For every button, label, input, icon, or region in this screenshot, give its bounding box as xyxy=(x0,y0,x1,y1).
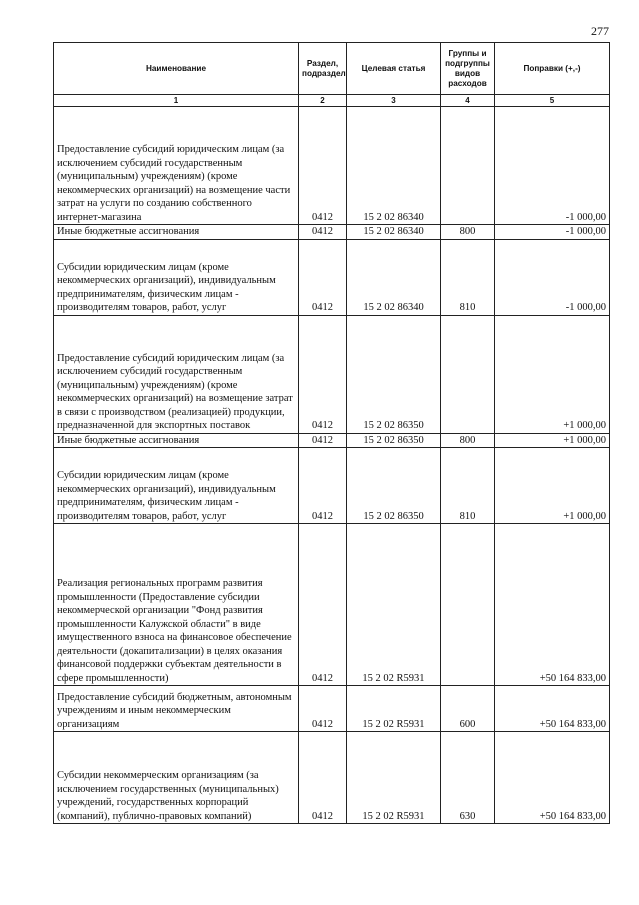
row-section: 0412 xyxy=(299,225,347,240)
row-name: Иные бюджетные ассигнования xyxy=(54,433,299,448)
row-target: 15 2 02 R5931 xyxy=(347,686,441,732)
table-row xyxy=(54,732,610,824)
row-name: Субсидии юридическим лицам (кроме некоммерческих организаций), индивидуальным предпринимателям, физическим лицам - производителям товаров, работ, услуг xyxy=(54,448,299,524)
column-number-5: 5 xyxy=(495,95,610,107)
table-row xyxy=(54,524,610,686)
row-target: 15 2 02 R5931 xyxy=(347,732,441,824)
column-number-row xyxy=(54,95,610,107)
row-target: 15 2 02 86340 xyxy=(347,107,441,225)
column-number-2: 2 xyxy=(299,95,347,107)
table-row xyxy=(54,433,610,448)
header-row xyxy=(54,43,610,95)
row-target: 15 2 02 86350 xyxy=(347,315,441,433)
header-section: Раздел, подраздел xyxy=(299,43,347,95)
header-amendments: Поправки (+,-) xyxy=(495,43,610,95)
row-name: Субсидии некоммерческим организациям (за исключением государственных (муниципальных) учреждений, государственных корпораций (компаний), публично-правовых компаний) xyxy=(54,732,299,824)
row-section: 0412 xyxy=(299,107,347,225)
row-section: 0412 xyxy=(299,732,347,824)
table-row xyxy=(54,448,610,524)
row-amount: +1 000,00 xyxy=(495,315,610,433)
row-name: Реализация региональных программ развития промышленности (Предоставление субсидии некоммерческой организации "Фонд развития промышленности Калужской области" в виде имущественного взноса на финансовое обеспечение деятельности (докапитализации) в целях оказания финансовой поддержки субъектам деятельности в сфере промышленности) xyxy=(54,524,299,686)
row-section: 0412 xyxy=(299,433,347,448)
budget-amendments-table xyxy=(53,42,610,824)
row-group: 600 xyxy=(441,686,495,732)
row-section: 0412 xyxy=(299,524,347,686)
column-number-4: 4 xyxy=(441,95,495,107)
row-target: 15 2 02 R5931 xyxy=(347,524,441,686)
row-name: Субсидии юридическим лицам (кроме некоммерческих организаций), индивидуальным предпринимателям, физическим лицам - производителям товаров, работ, услуг xyxy=(54,239,299,315)
row-name: Предоставление субсидий бюджетным, автономным учреждениям и иным некоммерческим организациям xyxy=(54,686,299,732)
row-group: 810 xyxy=(441,239,495,315)
header-name: Наименование xyxy=(54,43,299,95)
row-group: 800 xyxy=(441,225,495,240)
row-group xyxy=(441,107,495,225)
row-amount: +1 000,00 xyxy=(495,433,610,448)
row-group: 630 xyxy=(441,732,495,824)
header-target: Целевая статья xyxy=(347,43,441,95)
column-number-1: 1 xyxy=(54,95,299,107)
row-amount: +50 164 833,00 xyxy=(495,524,610,686)
row-group: 800 xyxy=(441,433,495,448)
row-group xyxy=(441,315,495,433)
row-section: 0412 xyxy=(299,448,347,524)
row-name: Предоставление субсидий юридическим лицам (за исключением субсидий государственным (муниципальным) учреждениям) (кроме некоммерческих организаций) на возмещение затрат в связи с производством (реализацией) продукции, предназначенной для экспортных поставок xyxy=(54,315,299,433)
row-amount: -1 000,00 xyxy=(495,239,610,315)
column-number-3: 3 xyxy=(347,95,441,107)
page-number: 277 xyxy=(591,24,609,38)
row-section: 0412 xyxy=(299,239,347,315)
table-row xyxy=(54,239,610,315)
row-target: 15 2 02 86340 xyxy=(347,239,441,315)
row-name: Иные бюджетные ассигнования xyxy=(54,225,299,240)
row-group xyxy=(441,524,495,686)
row-name: Предоставление субсидий юридическим лицам (за исключением субсидий государственным (муниципальным) учреждениям) (кроме некоммерческих организаций) на возмещение части затрат на услуги по созданию собственного интернет-магазина xyxy=(54,107,299,225)
row-amount: +50 164 833,00 xyxy=(495,686,610,732)
row-group: 810 xyxy=(441,448,495,524)
row-target: 15 2 02 86350 xyxy=(347,433,441,448)
table-row xyxy=(54,686,610,732)
table-row xyxy=(54,225,610,240)
row-target: 15 2 02 86340 xyxy=(347,225,441,240)
row-amount: +50 164 833,00 xyxy=(495,732,610,824)
table-row xyxy=(54,315,610,433)
row-section: 0412 xyxy=(299,315,347,433)
row-section: 0412 xyxy=(299,686,347,732)
row-amount: -1 000,00 xyxy=(495,225,610,240)
table-row xyxy=(54,107,610,225)
row-target: 15 2 02 86350 xyxy=(347,448,441,524)
header-groups: Группы и подгруппы видов расходов xyxy=(441,43,495,95)
row-amount: -1 000,00 xyxy=(495,107,610,225)
row-amount: +1 000,00 xyxy=(495,448,610,524)
